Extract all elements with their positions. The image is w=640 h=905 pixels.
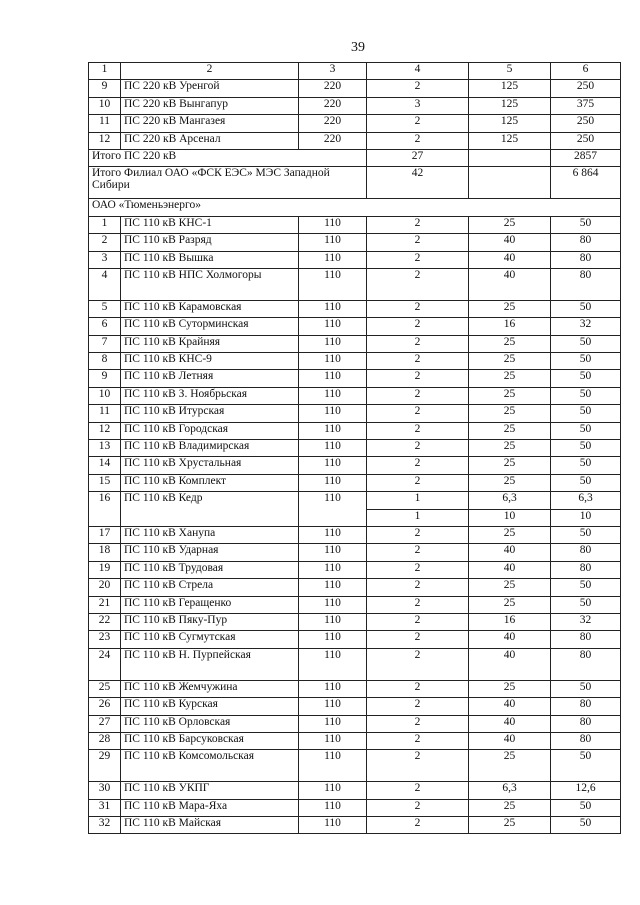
substation-table (88, 62, 621, 834)
table-row (89, 544, 621, 561)
table-cell: ПС 110 кВ Комсомольская (121, 750, 299, 782)
table-cell: ПС 110 кВ Геращенко (121, 596, 299, 613)
table-cell: ПС 220 кВ Вынгапур (121, 97, 299, 114)
table-cell: 1 (367, 492, 469, 509)
table-cell: 110 (299, 561, 367, 578)
table-cell: 110 (299, 526, 367, 543)
table-row (89, 596, 621, 613)
table-row (89, 799, 621, 816)
table-cell: 250 (551, 80, 621, 97)
table-row (89, 474, 621, 491)
table-cell: 220 (299, 115, 367, 132)
table-cell: 2 (367, 268, 469, 300)
table-cell: 25 (469, 422, 551, 439)
table-cell: 2 (367, 613, 469, 630)
table-cell: 250 (551, 115, 621, 132)
table-cell: 32 (89, 817, 121, 834)
table-cell: 40 (469, 251, 551, 268)
table-cell: 2 (367, 405, 469, 422)
table-cell: 28 (89, 732, 121, 749)
table-cell: 40 (469, 715, 551, 732)
page-number: 39 (351, 40, 365, 55)
table-cell: 125 (469, 97, 551, 114)
total-row (89, 167, 621, 199)
table-cell: 25 (469, 440, 551, 457)
table-cell: ПС 110 кВ Вышка (121, 251, 299, 268)
table-cell: 14 (89, 457, 121, 474)
table-cell: 25 (469, 457, 551, 474)
table-row (89, 492, 621, 509)
table-cell: 220 (299, 132, 367, 149)
table-cell: 40 (469, 268, 551, 300)
table-cell: 25 (89, 680, 121, 697)
table-cell: 110 (299, 698, 367, 715)
table-row (89, 335, 621, 352)
total-count: 27 (367, 149, 469, 166)
table-cell: 3 (89, 251, 121, 268)
table-cell: 27 (89, 715, 121, 732)
table-cell: 25 (469, 817, 551, 834)
table-cell: 2 (367, 561, 469, 578)
table-row (89, 300, 621, 317)
table-cell: ПС 110 кВ Комплект (121, 474, 299, 491)
table-cell: 11 (89, 405, 121, 422)
table-cell: 110 (299, 457, 367, 474)
table-cell: ПС 220 кВ Мангазея (121, 115, 299, 132)
table-header-row (89, 63, 621, 80)
table-cell: 110 (299, 387, 367, 404)
table-cell: 6,3 (469, 782, 551, 799)
section-row (89, 199, 621, 216)
table-cell: ПС 110 кВ Сугмутская (121, 631, 299, 648)
table-cell: 50 (551, 370, 621, 387)
table-cell: 110 (299, 405, 367, 422)
table-cell: 2 (367, 782, 469, 799)
table-cell: 110 (299, 596, 367, 613)
table-cell: 32 (551, 318, 621, 335)
table-cell: ПС 220 кВ Арсенал (121, 132, 299, 149)
table-cell: 10 (551, 509, 621, 526)
table-cell: 125 (469, 132, 551, 149)
table-cell: 22 (89, 613, 121, 630)
table-cell: ПС 220 кВ Уренгой (121, 80, 299, 97)
table-cell: ПС 110 кВ Городская (121, 422, 299, 439)
table-cell: ПС 110 кВ Мара-Яха (121, 799, 299, 816)
table-cell: 2 (367, 631, 469, 648)
table-cell: ПС 110 кВ Курская (121, 698, 299, 715)
table-cell: 80 (551, 268, 621, 300)
table-row (89, 715, 621, 732)
table-cell: 2 (367, 474, 469, 491)
table-row (89, 405, 621, 422)
table-cell: 110 (299, 268, 367, 300)
table-cell: 375 (551, 97, 621, 114)
table-cell: 110 (299, 715, 367, 732)
table-cell: 5 (89, 300, 121, 317)
table-row (89, 680, 621, 697)
table-cell: 110 (299, 750, 367, 782)
table-cell: 50 (551, 457, 621, 474)
table-cell: 40 (469, 648, 551, 680)
table-cell: 80 (551, 698, 621, 715)
table-cell: 3 (367, 97, 469, 114)
table-cell: 10 (89, 97, 121, 114)
table-cell: 9 (89, 80, 121, 97)
table-cell: 110 (299, 474, 367, 491)
table-cell: 1 (89, 216, 121, 233)
table-cell: 110 (299, 251, 367, 268)
table-cell: 2 (367, 300, 469, 317)
table-cell: 110 (299, 492, 367, 527)
table-cell: 2 (367, 457, 469, 474)
table-cell: 2 (367, 251, 469, 268)
table-cell: 110 (299, 579, 367, 596)
table-row (89, 80, 621, 97)
table-cell: 17 (89, 526, 121, 543)
table-row (89, 579, 621, 596)
table-cell: 40 (469, 698, 551, 715)
table-cell: 2 (367, 387, 469, 404)
table-cell: 12,6 (551, 782, 621, 799)
table-cell: 2 (367, 698, 469, 715)
table-cell: 50 (551, 440, 621, 457)
table-cell: 7 (89, 335, 121, 352)
table-cell: 13 (89, 440, 121, 457)
table-cell: 25 (469, 799, 551, 816)
table-cell: 15 (89, 474, 121, 491)
table-cell: 16 (469, 613, 551, 630)
table-cell: ПС 110 кВ Орловская (121, 715, 299, 732)
table-row (89, 526, 621, 543)
table-cell: 23 (89, 631, 121, 648)
table-cell: 110 (299, 422, 367, 439)
table-cell: 110 (299, 799, 367, 816)
table-cell: 80 (551, 544, 621, 561)
table-cell: 2 (367, 596, 469, 613)
table-cell: 25 (469, 335, 551, 352)
table-cell: 18 (89, 544, 121, 561)
table-cell: 40 (469, 732, 551, 749)
table-cell: 110 (299, 544, 367, 561)
table-cell: 110 (299, 782, 367, 799)
table-cell: ПС 110 кВ Владимирская (121, 440, 299, 457)
table-cell: 25 (469, 387, 551, 404)
table-cell: 2 (367, 544, 469, 561)
table-cell: 80 (551, 234, 621, 251)
table-cell: 110 (299, 318, 367, 335)
table-cell: 10 (89, 387, 121, 404)
section-title: ОАО «Тюменьэнерго» (89, 199, 621, 216)
table-cell: ПС 110 кВ Суторминская (121, 318, 299, 335)
table-cell: 2 (367, 732, 469, 749)
table-cell: 2 (367, 422, 469, 439)
table-cell: 25 (469, 353, 551, 370)
table-cell: ПС 110 кВ Пяку-Пур (121, 613, 299, 630)
table-cell: 2 (367, 80, 469, 97)
table-cell: ПС 110 кВ Барсуковская (121, 732, 299, 749)
table-cell: ПС 110 кВ Итурская (121, 405, 299, 422)
table-cell: 6,3 (551, 492, 621, 509)
table-cell: 220 (299, 80, 367, 97)
table-cell: 50 (551, 353, 621, 370)
table-row (89, 268, 621, 300)
table-cell: 50 (551, 579, 621, 596)
table-cell: 25 (469, 579, 551, 596)
table-row (89, 631, 621, 648)
table-cell: 80 (551, 631, 621, 648)
table-row (89, 251, 621, 268)
table-cell: ПС 110 кВ Трудовая (121, 561, 299, 578)
column-header: 6 (551, 63, 621, 80)
column-header: 4 (367, 63, 469, 80)
table-cell: ПС 110 кВ УКПГ (121, 782, 299, 799)
table-row (89, 561, 621, 578)
table-cell: 8 (89, 353, 121, 370)
table-row (89, 370, 621, 387)
table-cell: 50 (551, 680, 621, 697)
table-cell: 2 (367, 715, 469, 732)
column-header: 1 (89, 63, 121, 80)
table-row (89, 115, 621, 132)
table-cell: 110 (299, 440, 367, 457)
table-cell: 2 (89, 234, 121, 251)
table-cell: 80 (551, 732, 621, 749)
table-cell: 2 (367, 799, 469, 816)
table-cell: 26 (89, 698, 121, 715)
table-cell: ПС 110 кВ Летняя (121, 370, 299, 387)
table-cell: 220 (299, 97, 367, 114)
total-label: Итого ПС 220 кВ (89, 149, 367, 166)
table-row (89, 750, 621, 782)
table-cell: 25 (469, 370, 551, 387)
table-cell: 110 (299, 732, 367, 749)
table-cell: 20 (89, 579, 121, 596)
table-cell: 25 (469, 750, 551, 782)
total-row (89, 149, 621, 166)
total-count: 42 (367, 167, 469, 199)
table-cell: ПС 110 кВ Хрустальная (121, 457, 299, 474)
table-cell: 250 (551, 132, 621, 149)
table-cell: 21 (89, 596, 121, 613)
total-power: 6 864 (551, 167, 621, 199)
table-cell: 110 (299, 631, 367, 648)
table-cell: 9 (89, 370, 121, 387)
total-power: 2857 (551, 149, 621, 166)
table-cell: 50 (551, 387, 621, 404)
table-row (89, 457, 621, 474)
table-cell: ПС 110 кВ Карамовская (121, 300, 299, 317)
total-label: Итого Филиал ОАО «ФСК ЕЭС» МЭС Западной Сибири (89, 167, 367, 199)
table-row (89, 440, 621, 457)
table-cell: 31 (89, 799, 121, 816)
table-cell: 6,3 (469, 492, 551, 509)
table-cell: 80 (551, 251, 621, 268)
table-cell: ПС 110 кВ Н. Пурпейская (121, 648, 299, 680)
table-cell: 110 (299, 335, 367, 352)
table-row (89, 782, 621, 799)
table-cell: 80 (551, 715, 621, 732)
table-row (89, 817, 621, 834)
table-cell: 32 (551, 613, 621, 630)
table-cell: ПС 110 кВ Ханупа (121, 526, 299, 543)
table-cell: 50 (551, 216, 621, 233)
table-cell: 110 (299, 234, 367, 251)
table-cell: 2 (367, 817, 469, 834)
table-cell: 2 (367, 335, 469, 352)
table-cell: 12 (89, 132, 121, 149)
table-cell: 110 (299, 300, 367, 317)
table-cell: ПС 110 кВ Ударная (121, 544, 299, 561)
table-cell: ПС 110 кВ НПС Холмогоры (121, 268, 299, 300)
column-header: 3 (299, 63, 367, 80)
table-cell: 2 (367, 216, 469, 233)
table-row (89, 132, 621, 149)
table-row (89, 234, 621, 251)
table-cell: 25 (469, 596, 551, 613)
table-cell: 2 (367, 370, 469, 387)
table-cell: 2 (367, 115, 469, 132)
table-cell: 16 (469, 318, 551, 335)
table-cell: 24 (89, 648, 121, 680)
table-cell: 6 (89, 318, 121, 335)
table-cell: 80 (551, 648, 621, 680)
table-row (89, 387, 621, 404)
table-cell: 2 (367, 353, 469, 370)
table-cell: 40 (469, 631, 551, 648)
table-cell: 50 (551, 799, 621, 816)
table-cell: ПС 110 кВ КНС-9 (121, 353, 299, 370)
table-cell: ПС 110 кВ Кедр (121, 492, 299, 527)
table-row (89, 422, 621, 439)
table-cell: 80 (551, 561, 621, 578)
table-cell: 50 (551, 474, 621, 491)
table-cell: ПС 110 кВ Крайняя (121, 335, 299, 352)
table-cell: 110 (299, 680, 367, 697)
table-cell: 2 (367, 579, 469, 596)
table-cell: 29 (89, 750, 121, 782)
table-cell: 10 (469, 509, 551, 526)
table-cell: 25 (469, 300, 551, 317)
table-row (89, 216, 621, 233)
table-cell: 2 (367, 648, 469, 680)
table-cell: ПС 110 кВ Майская (121, 817, 299, 834)
table-cell: 110 (299, 817, 367, 834)
table-cell: 110 (299, 613, 367, 630)
table-cell: 110 (299, 648, 367, 680)
table-cell: ПС 110 кВ З. Ноябрьская (121, 387, 299, 404)
table-cell: 2 (367, 680, 469, 697)
table-row (89, 97, 621, 114)
table-cell: 30 (89, 782, 121, 799)
table-cell: 50 (551, 750, 621, 782)
table-cell: 1 (367, 509, 469, 526)
table-cell: 19 (89, 561, 121, 578)
table-row (89, 698, 621, 715)
table-cell: 11 (89, 115, 121, 132)
table-cell: 110 (299, 353, 367, 370)
table-body (89, 63, 621, 834)
table-cell: 50 (551, 526, 621, 543)
table-cell: 50 (551, 335, 621, 352)
table-cell: 2 (367, 234, 469, 251)
table-cell: 25 (469, 216, 551, 233)
column-header: 2 (121, 63, 299, 80)
column-header: 5 (469, 63, 551, 80)
table-cell: 125 (469, 115, 551, 132)
table-cell: 50 (551, 596, 621, 613)
table-cell: 125 (469, 80, 551, 97)
table-row (89, 732, 621, 749)
table-cell: 4 (89, 268, 121, 300)
table-cell: 110 (299, 216, 367, 233)
table-cell: 25 (469, 526, 551, 543)
table-cell: 50 (551, 422, 621, 439)
table-cell: 40 (469, 544, 551, 561)
table-row (89, 613, 621, 630)
table-cell: ПС 110 кВ Разряд (121, 234, 299, 251)
table-row (89, 318, 621, 335)
table-row (89, 353, 621, 370)
table-cell: 25 (469, 474, 551, 491)
table-cell: 2 (367, 750, 469, 782)
empty-cell (469, 149, 551, 166)
table-cell: ПС 110 кВ КНС-1 (121, 216, 299, 233)
table-cell: 2 (367, 526, 469, 543)
table-cell: 16 (89, 492, 121, 527)
table-cell: ПС 110 кВ Стрела (121, 579, 299, 596)
table-cell: 40 (469, 234, 551, 251)
table-cell: 2 (367, 440, 469, 457)
table-cell: ПС 110 кВ Жемчужина (121, 680, 299, 697)
table-cell: 50 (551, 405, 621, 422)
table-cell: 40 (469, 561, 551, 578)
table-cell: 110 (299, 370, 367, 387)
table-cell: 2 (367, 132, 469, 149)
table-cell: 50 (551, 300, 621, 317)
table-cell: 12 (89, 422, 121, 439)
table-cell: 25 (469, 405, 551, 422)
empty-cell (469, 167, 551, 199)
table-row (89, 648, 621, 680)
table-cell: 25 (469, 680, 551, 697)
table-cell: 50 (551, 817, 621, 834)
table-cell: 2 (367, 318, 469, 335)
